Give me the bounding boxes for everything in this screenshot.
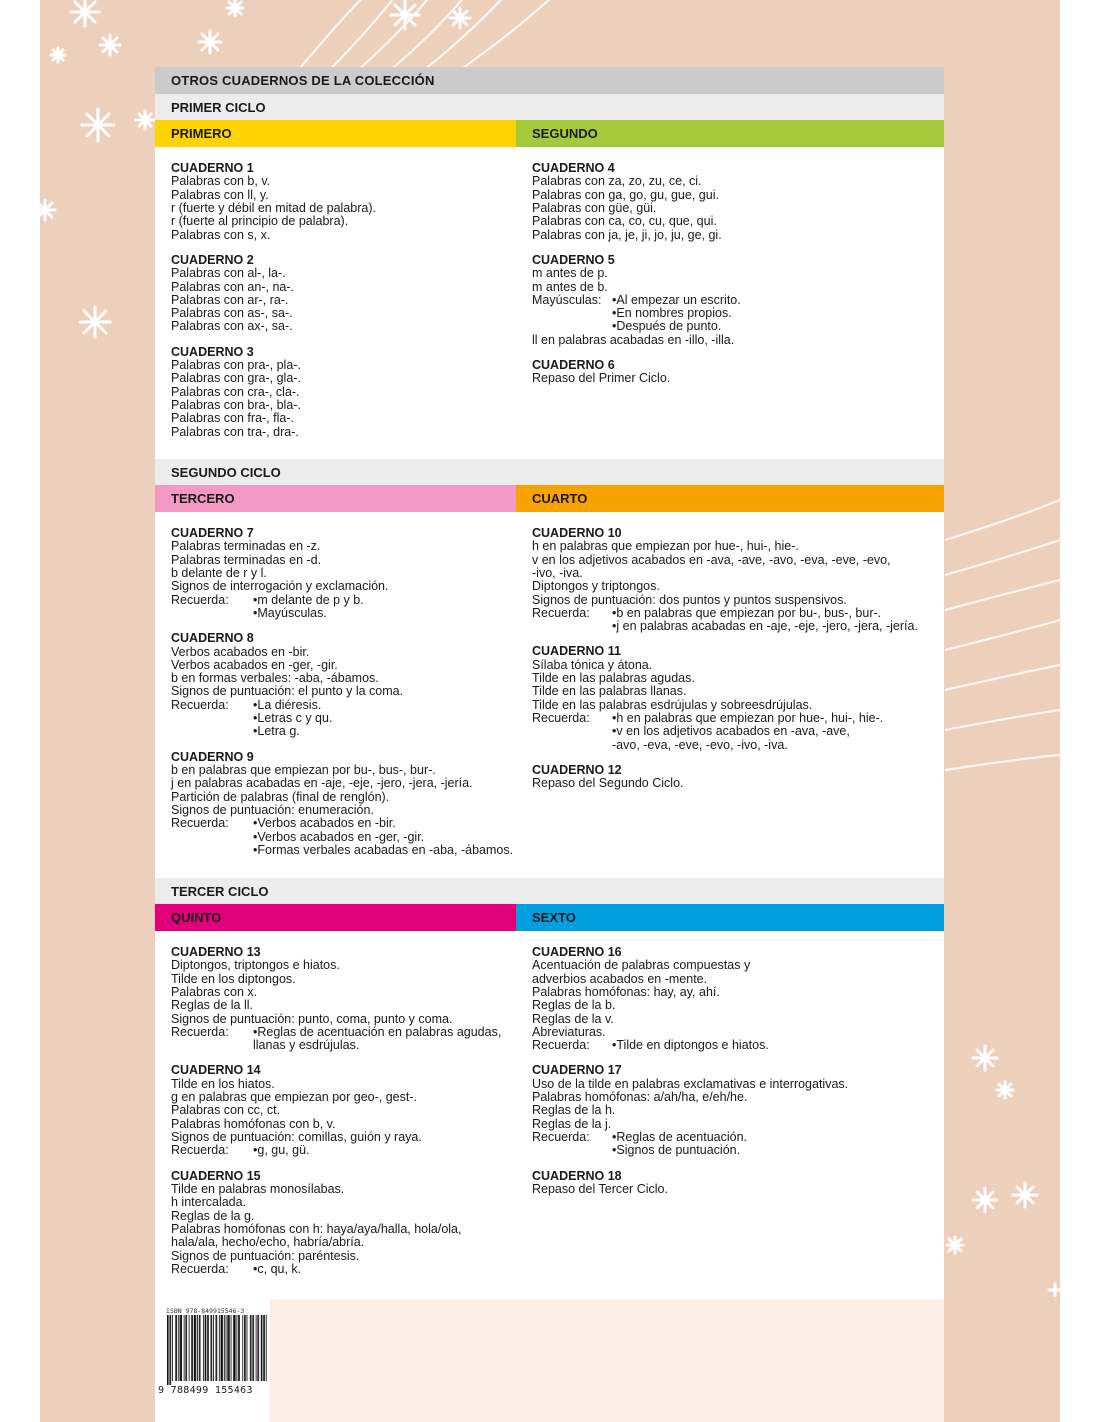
recuerda-item: •Al empezar un escrito. bbox=[612, 292, 741, 307]
recuerda-item: •La diéresis. bbox=[253, 697, 322, 712]
recuerda-label: Recuerda: bbox=[171, 1261, 229, 1276]
barcode-icon bbox=[167, 1315, 267, 1385]
topic-line: Palabras con b, v. bbox=[171, 174, 271, 189]
topic-line: j en palabras acabadas en -aje, -eje, -jero, -jera, -jería. bbox=[171, 776, 473, 791]
recuerda-label: Recuerda: bbox=[532, 711, 590, 726]
topic-line: r (fuerte al principio de palabra). bbox=[171, 214, 349, 229]
topic-line: Tilde en los diptongos. bbox=[171, 971, 296, 986]
cycle-columns bbox=[155, 147, 944, 459]
topic-line: Palabras homófonas: hay, ay, ahí. bbox=[532, 985, 720, 999]
topic-line: g en palabras que empiezan por geo-, gest-. bbox=[171, 1090, 417, 1105]
recuerda-label: Mayúsculas: bbox=[532, 292, 602, 307]
recuerda-item: •Verbos acabados en -ger, -gir. bbox=[253, 829, 425, 844]
topic-line: Palabras con as-, sa-. bbox=[171, 306, 293, 321]
cuaderno-entry bbox=[532, 359, 944, 386]
level-headers bbox=[155, 120, 944, 147]
topic-line: Palabras con s, x. bbox=[171, 227, 271, 242]
topic-line: b en palabras que empiezan por bu-, bus-, bur-. bbox=[171, 763, 436, 778]
topic-line: Partición de palabras (final de renglón). bbox=[171, 789, 390, 804]
barcode-area bbox=[155, 1299, 270, 1422]
recuerda-item: •Tilde en diptongos e hiatos. bbox=[612, 1038, 769, 1053]
column-left bbox=[155, 162, 516, 459]
recuerda-label: Recuerda: bbox=[171, 816, 229, 831]
column-right bbox=[516, 162, 944, 459]
topic-line: Reglas de la ll. bbox=[171, 998, 253, 1013]
topic-line: Palabras con bra-, bla-. bbox=[171, 398, 301, 413]
recuerda-label: Recuerda: bbox=[171, 592, 229, 607]
topic-line: h intercalada. bbox=[171, 1195, 247, 1210]
topic-line: Sílaba tónica y átona. bbox=[532, 657, 653, 672]
recuerda-item: •c, qu, k. bbox=[253, 1261, 302, 1276]
topic-line: Palabras homófonas con b, v. bbox=[171, 1116, 336, 1131]
cuaderno-title: CUADERNO 17 bbox=[532, 1063, 622, 1078]
topic-line: Palabras homófonas: a/ah/ha, e/eh/he. bbox=[532, 1090, 748, 1105]
cycles-container bbox=[155, 94, 944, 1297]
column-left bbox=[155, 946, 516, 1297]
topic-line: Abreviaturas. bbox=[532, 1024, 606, 1039]
topic-line: Palabras con pra-, pla-. bbox=[171, 358, 301, 373]
topic-line: b delante de r y l. bbox=[171, 566, 267, 580]
cuaderno-title: CUADERNO 9 bbox=[171, 749, 254, 764]
recuerda-item: •j en palabras acabadas en -aje, -eje, -jero, -jera, -jería. bbox=[612, 619, 918, 634]
topic-line: Palabras con cc, ct. bbox=[171, 1103, 281, 1118]
cuaderno-title: CUADERNO 5 bbox=[532, 252, 615, 267]
topic-line: Tilde en las palabras agudas. bbox=[532, 671, 695, 686]
cuaderno-entry bbox=[532, 527, 944, 633]
cuaderno-entry bbox=[532, 946, 944, 1052]
cuaderno-entry bbox=[171, 751, 516, 857]
level-header-left: TERCERO bbox=[155, 485, 516, 512]
topic-line: Signos de puntuación: comillas, guión y raya. bbox=[171, 1130, 422, 1145]
topic-line: Verbos acabados en -ger, -gir. bbox=[171, 657, 338, 672]
topic-line: -ivo, -iva. bbox=[532, 566, 583, 580]
cuaderno-entry bbox=[171, 254, 516, 334]
topic-line: hala/ala, hecho/echo, habría/abría. bbox=[171, 1235, 365, 1250]
recuerda-block bbox=[532, 1131, 944, 1158]
topic-line: r (fuerte y débil en mitad de palabra). bbox=[171, 201, 376, 215]
recuerda-label: Recuerda: bbox=[171, 697, 229, 712]
level-header-right: SEGUNDO bbox=[516, 120, 944, 147]
recuerda-item: •b en palabras que empiezan por bu-, bus-, bur-. bbox=[612, 605, 882, 620]
cycle-title: SEGUNDO CICLO bbox=[155, 459, 944, 485]
recuerda-item: •g, gu, gü. bbox=[253, 1143, 310, 1158]
topic-line: Reglas de la j. bbox=[532, 1116, 612, 1131]
topic-line: Repaso del Tercer Ciclo. bbox=[532, 1182, 668, 1197]
topic-line: Palabras con ca, co, cu, que, qui. bbox=[532, 214, 717, 229]
topic-line: Signos de puntuación: punto, coma, punto y coma. bbox=[171, 1011, 453, 1026]
cuaderno-entry bbox=[171, 1064, 516, 1157]
recuerda-block bbox=[171, 817, 516, 857]
topic-line: Verbos acabados en -bir. bbox=[171, 644, 310, 659]
recuerda-item: •v en los adjetivos acabados en -ava, -ave, bbox=[612, 724, 850, 739]
cuaderno-title: CUADERNO 12 bbox=[532, 762, 622, 777]
recuerda-items bbox=[612, 607, 918, 634]
level-header-right: SEXTO bbox=[516, 904, 944, 931]
barcode-digits: 9 788499 155463 bbox=[158, 1385, 253, 1396]
cuaderno-title: CUADERNO 3 bbox=[171, 344, 254, 359]
recuerda-item: -avo, -eva, -eve, -evo, -ivo, -iva. bbox=[612, 737, 788, 752]
cuaderno-title: CUADERNO 10 bbox=[532, 526, 622, 540]
cuaderno-title: CUADERNO 16 bbox=[532, 945, 622, 959]
topic-line: Tilde en palabras monosílabas. bbox=[171, 1182, 345, 1197]
recuerda-items bbox=[612, 294, 741, 334]
topic-line: Reglas de la g. bbox=[171, 1208, 255, 1223]
column-left bbox=[155, 527, 516, 878]
cuaderno-entry bbox=[532, 1064, 944, 1157]
topic-line: b en formas verbales: -aba, -ábamos. bbox=[171, 671, 379, 686]
column-right bbox=[516, 946, 944, 1297]
topic-line: Repaso del Segundo Ciclo. bbox=[532, 776, 684, 791]
recuerda-label: Recuerda: bbox=[532, 605, 590, 620]
cuaderno-title: CUADERNO 18 bbox=[532, 1168, 622, 1183]
topic-line: Palabras terminadas en -d. bbox=[171, 552, 322, 567]
topic-line: adverbios acabados en -mente. bbox=[532, 971, 708, 986]
back-cover bbox=[40, 0, 1060, 1422]
column-right bbox=[516, 527, 944, 878]
topic-line: Palabras con x. bbox=[171, 985, 258, 999]
isbn-label: ISBN 978-849915546-3 bbox=[166, 1307, 245, 1315]
recuerda-item: •m delante de p y b. bbox=[253, 592, 364, 607]
recuerda-items bbox=[612, 712, 883, 752]
recuerda-item: •Letra g. bbox=[253, 724, 300, 739]
cuaderno-entry bbox=[171, 1170, 516, 1276]
topic-line: Palabras con gra-, gla-. bbox=[171, 371, 301, 386]
cycle-columns bbox=[155, 512, 944, 878]
recuerda-block bbox=[532, 1039, 944, 1052]
cuaderno-entry bbox=[171, 527, 516, 620]
level-header-right: CUARTO bbox=[516, 485, 944, 512]
recuerda-label: Recuerda: bbox=[171, 1143, 229, 1158]
topic-line: Palabras terminadas en -z. bbox=[171, 539, 321, 554]
cuaderno-entry bbox=[532, 254, 944, 347]
cuaderno-entry bbox=[171, 162, 516, 242]
cuaderno-title: CUADERNO 14 bbox=[171, 1063, 261, 1078]
collection-title: OTROS CUADERNOS DE LA COLECCIÓN bbox=[155, 67, 944, 94]
cuaderno-title: CUADERNO 15 bbox=[171, 1168, 261, 1183]
recuerda-item: •Reglas de acentuación. bbox=[612, 1130, 748, 1145]
topic-line: Reglas de la b. bbox=[532, 998, 616, 1013]
topic-line: Palabras con fra-, fla-. bbox=[171, 411, 294, 426]
level-header-left: QUINTO bbox=[155, 904, 516, 931]
topic-line: Signos de puntuación: el punto y la coma. bbox=[171, 684, 404, 699]
topic-line: Tilde en los hiatos. bbox=[171, 1076, 275, 1091]
topic-line: Signos de interrogación y exclamación. bbox=[171, 579, 389, 594]
topic-line: Acentuación de palabras compuestas y bbox=[532, 958, 751, 973]
level-headers bbox=[155, 904, 944, 931]
topic-line: Palabras con an-, na-. bbox=[171, 279, 294, 294]
topic-line: Tilde en las palabras llanas. bbox=[532, 684, 687, 699]
recuerda-item: •Reglas de acentuación en palabras agudas, bbox=[253, 1024, 502, 1039]
collection-list bbox=[155, 67, 944, 1422]
cuaderno-entry bbox=[532, 1170, 944, 1197]
topic-line: Palabras con cra-, cla-. bbox=[171, 384, 300, 399]
topic-line: Palabras con al-, la-. bbox=[171, 266, 286, 281]
cuaderno-title: CUADERNO 11 bbox=[532, 644, 621, 659]
recuerda-item: •Después de punto. bbox=[612, 319, 722, 334]
cuaderno-entry bbox=[171, 346, 516, 439]
topic-line: Uso de la tilde en palabras exclamativas e interrogativas. bbox=[532, 1076, 849, 1091]
recuerda-items bbox=[253, 817, 513, 857]
topic-line: Diptongos y triptongos. bbox=[532, 579, 660, 594]
recuerda-block bbox=[171, 1144, 516, 1157]
recuerda-label: Recuerda: bbox=[532, 1130, 590, 1145]
cuaderno-title: CUADERNO 8 bbox=[171, 631, 254, 646]
topic-line: Palabras homófonas con h: haya/aya/halla, hola/ola, bbox=[171, 1221, 462, 1236]
recuerda-item: •h en palabras que empiezan por hue-, hui-, hie-. bbox=[612, 711, 884, 726]
cycle-columns bbox=[155, 931, 944, 1297]
recuerda-items bbox=[253, 699, 332, 739]
cuaderno-entry bbox=[171, 946, 516, 1052]
topic-line: Palabras con ll, y. bbox=[171, 187, 269, 202]
topic-line: Palabras con ja, je, ji, jo, ju, ge, gi. bbox=[532, 227, 722, 242]
level-headers bbox=[155, 485, 944, 512]
cuaderno-entry bbox=[532, 162, 944, 242]
topic-line: Palabras con ax-, sa-. bbox=[171, 319, 293, 334]
topic-line: Tilde en las palabras esdrújulas y sobreesdrújulas. bbox=[532, 697, 813, 712]
cuaderno-entry bbox=[532, 645, 944, 751]
recuerda-item: •Verbos acabados en -bir. bbox=[253, 816, 396, 831]
cuaderno-title: CUADERNO 2 bbox=[171, 252, 254, 267]
topic-line: Diptongos, triptongos e hiatos. bbox=[171, 958, 340, 973]
cycle-title: PRIMER CICLO bbox=[155, 94, 944, 120]
recuerda-block bbox=[532, 712, 944, 752]
topic-line: Reglas de la h. bbox=[532, 1103, 616, 1118]
cycle-title: TERCER CICLO bbox=[155, 878, 944, 904]
topic-line: Palabras con ar-, ra-. bbox=[171, 292, 289, 307]
recuerda-items bbox=[253, 594, 364, 621]
cuaderno-entry bbox=[532, 764, 944, 791]
topic-line: h en palabras que empiezan por hue-, hui-, hie-. bbox=[532, 539, 799, 554]
cuaderno-title: CUADERNO 6 bbox=[532, 358, 615, 373]
recuerda-items bbox=[612, 1039, 769, 1052]
topic-line: Signos de puntuación: enumeración. bbox=[171, 802, 374, 817]
topic-line: Palabras con za, zo, zu, ce, ci. bbox=[532, 174, 702, 189]
cuaderno-entry bbox=[171, 632, 516, 738]
recuerda-items bbox=[253, 1026, 501, 1053]
recuerda-items bbox=[253, 1144, 310, 1157]
recuerda-item: •Signos de puntuación. bbox=[612, 1143, 741, 1158]
recuerda-label: Recuerda: bbox=[532, 1038, 590, 1053]
topic-line: Signos de puntuación: dos puntos y puntos suspensivos. bbox=[532, 592, 847, 607]
cuaderno-title: CUADERNO 13 bbox=[171, 945, 261, 959]
topic-line: Palabras con güe, güi. bbox=[532, 201, 657, 215]
recuerda-block bbox=[171, 699, 516, 739]
recuerda-block bbox=[171, 594, 516, 621]
topic-line: Palabras con tra-, dra-. bbox=[171, 424, 299, 439]
cuaderno-title: CUADERNO 4 bbox=[532, 161, 615, 175]
cuaderno-title: CUADERNO 7 bbox=[171, 526, 254, 540]
topic-line: v en los adjetivos acabados en -ava, -ave, -avo, -eva, -eve, -evo, bbox=[532, 552, 891, 567]
level-header-left: PRIMERO bbox=[155, 120, 516, 147]
recuerda-block bbox=[171, 1263, 516, 1276]
recuerda-item: •En nombres propios. bbox=[612, 306, 732, 321]
topic-line: m antes de p. bbox=[532, 266, 608, 281]
recuerda-items bbox=[253, 1263, 301, 1276]
cuaderno-title: CUADERNO 1 bbox=[171, 161, 254, 175]
recuerda-label: Recuerda: bbox=[171, 1024, 229, 1039]
recuerda-block bbox=[171, 1026, 516, 1053]
blank-panel bbox=[270, 1299, 944, 1422]
recuerda-block bbox=[532, 294, 944, 334]
topic-line: Reglas de la v. bbox=[532, 1011, 614, 1026]
recuerda-item: •Letras c y qu. bbox=[253, 711, 333, 726]
recuerda-items bbox=[612, 1131, 747, 1158]
recuerda-block bbox=[532, 607, 944, 634]
recuerda-item: llanas y esdrújulas. bbox=[253, 1038, 360, 1053]
topic-line: Repaso del Primer Ciclo. bbox=[532, 371, 671, 386]
topic-line: m antes de b. bbox=[532, 279, 608, 294]
recuerda-item: •Mayúsculas. bbox=[253, 605, 327, 620]
topic-line: Signos de puntuación: paréntesis. bbox=[171, 1248, 360, 1263]
topic-line: ll en palabras acabadas en -illo, -illa. bbox=[532, 332, 735, 347]
topic-line: Palabras con ga, go, gu, gue, gui. bbox=[532, 187, 719, 202]
recuerda-item: •Formas verbales acabadas en -aba, -ábamos. bbox=[253, 842, 514, 857]
